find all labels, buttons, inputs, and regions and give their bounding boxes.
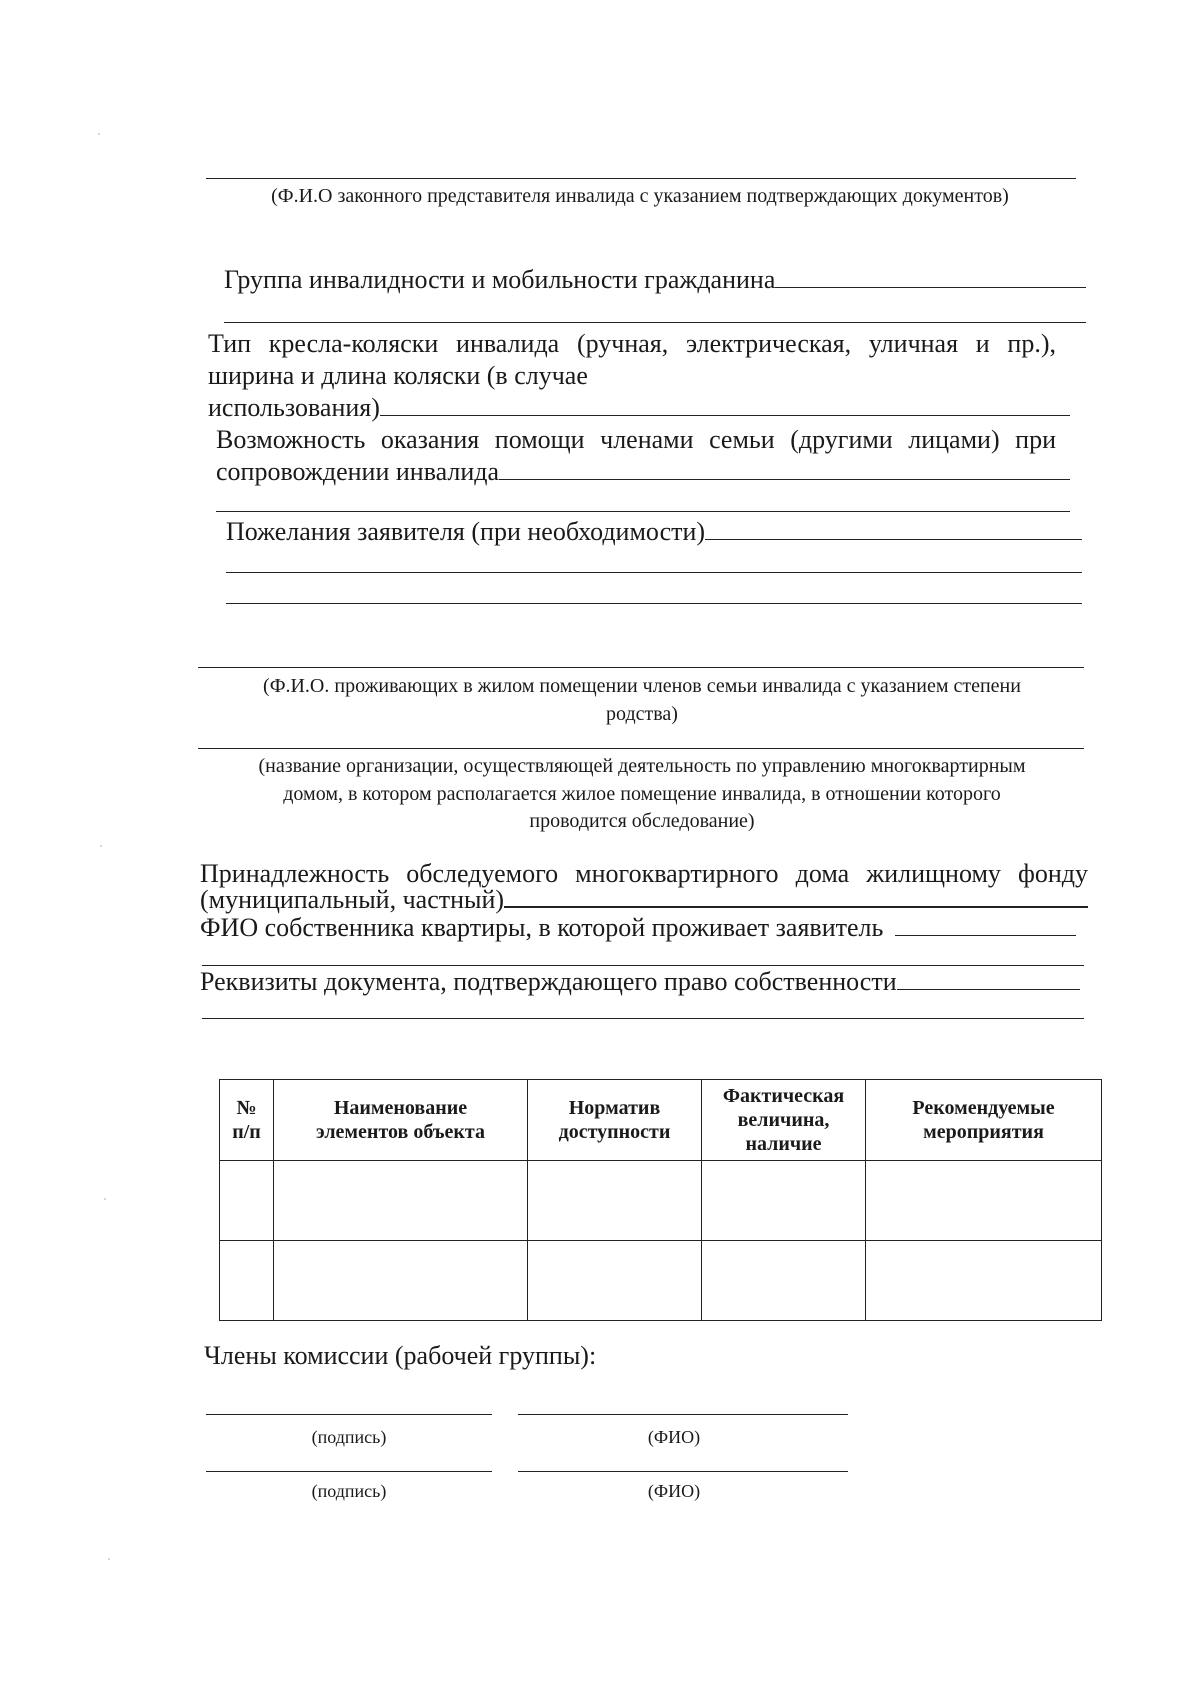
ownership-field[interactable] — [504, 905, 1088, 908]
wishes-label: Пожелания заявителя (при необходимости) — [226, 517, 706, 546]
owner-row — [200, 912, 1076, 944]
wheelchair-line-2: ширина и длина коляски (в случае — [208, 361, 588, 390]
wheelchair-line-3: использования) — [208, 393, 380, 422]
assistance-row-2 — [216, 456, 1070, 488]
header-actual — [702, 1080, 866, 1161]
header-actual-l3: наличие — [745, 1133, 822, 1155]
wishes-line-2[interactable] — [226, 572, 1082, 573]
commission-title: Члены комиссии (рабочей группы): — [204, 1341, 597, 1370]
organization-caption-1: (название организации, осуществляющей деятельность по управлению многоквартирным — [258, 755, 1026, 777]
fio-caption-1: (ФИО) — [647, 1427, 701, 1447]
wheelchair-field[interactable] — [380, 414, 1070, 416]
header-element-l1: Наименование — [333, 1097, 468, 1119]
table-cell[interactable] — [866, 1241, 1102, 1321]
wishes-row — [226, 516, 1082, 548]
disability-group-label: Группа инвалидности и мобильности гражданина — [224, 265, 776, 294]
signature-line-1[interactable] — [206, 1414, 492, 1415]
header-number-l1: № — [236, 1097, 257, 1119]
scan-speck — [100, 845, 102, 847]
organization-line[interactable] — [198, 748, 1084, 749]
table-cell[interactable] — [274, 1161, 528, 1241]
disability-group-row — [224, 264, 1086, 296]
disability-group-field[interactable] — [775, 286, 1086, 288]
table-cell[interactable] — [220, 1241, 274, 1321]
table-cell[interactable] — [866, 1161, 1102, 1241]
ownership-line-2: (муниципальный, частный) — [200, 885, 505, 914]
table-cell[interactable] — [702, 1241, 866, 1321]
survey-table — [219, 1079, 1102, 1321]
signature-caption-1: (подпись) — [311, 1427, 387, 1447]
requisites-label: Реквизиты документа, подтверждающего право собственности — [200, 967, 897, 996]
table-header-row — [220, 1080, 1102, 1161]
assistance-line-3[interactable] — [216, 511, 1070, 512]
header-norm-l2: доступности — [558, 1121, 671, 1143]
wheelchair-line-1: Тип кресла-коляски инвалида (ручная, электрическая, уличная и пр.), — [208, 329, 1056, 358]
family-caption-1: (Ф.И.О. проживающих в жилом помещении членов семьи инвалида с указанием степени — [263, 675, 1021, 697]
header-actual-l2: величина, — [737, 1109, 830, 1131]
fio-caption-2: (ФИО) — [647, 1481, 701, 1501]
table-row — [220, 1241, 1102, 1321]
requisites-field[interactable] — [897, 988, 1080, 990]
scan-speck — [108, 1558, 110, 1560]
assistance-line-1: Возможность оказания помощи членами семьи (другими лицами) при — [216, 425, 1056, 454]
family-line[interactable] — [198, 667, 1084, 668]
requisites-line-2[interactable] — [202, 1018, 1084, 1019]
family-caption-2: родства) — [606, 703, 678, 725]
wishes-line-3[interactable] — [226, 603, 1082, 604]
organization-caption-2: домом, в котором располагается жилое помещение инвалида, в отношении которого — [283, 783, 1001, 805]
owner-field[interactable] — [895, 934, 1076, 936]
header-measures-l2: мероприятия — [923, 1121, 1044, 1143]
owner-label: ФИО собственника квартиры, в которой проживает заявитель — [200, 913, 884, 942]
header-actual-l1: Фактическая — [722, 1085, 845, 1107]
header-element — [274, 1080, 528, 1161]
wheelchair-row-3 — [208, 392, 1070, 424]
header-number — [220, 1080, 274, 1161]
table-cell[interactable] — [702, 1161, 866, 1241]
header-norm — [528, 1080, 702, 1161]
table-cell[interactable] — [220, 1161, 274, 1241]
assistance-field[interactable] — [499, 478, 1070, 480]
signature-line-2[interactable] — [206, 1471, 492, 1472]
representative-caption: (Ф.И.О законного представителя инвалида с указанием подтверждающих документов) — [271, 185, 1009, 207]
table-cell[interactable] — [528, 1161, 702, 1241]
fio-line-2[interactable] — [518, 1471, 848, 1472]
organization-caption-3: проводится обследование) — [529, 810, 755, 832]
header-number-l2: п/п — [232, 1121, 261, 1143]
table-cell[interactable] — [274, 1241, 528, 1321]
header-measures — [866, 1080, 1102, 1161]
fio-line-1[interactable] — [518, 1414, 848, 1415]
assistance-line-2: сопровождении инвалида — [216, 457, 500, 486]
table-cell[interactable] — [528, 1241, 702, 1321]
ownership-line-1: Принадлежность обследуемого многоквартирного дома жилищному фонду — [200, 859, 1088, 888]
disability-group-line-2[interactable] — [224, 322, 1086, 323]
scan-speck — [98, 133, 100, 135]
table-row — [220, 1161, 1102, 1241]
scan-speck — [104, 1198, 106, 1200]
signature-caption-2: (подпись) — [311, 1481, 387, 1501]
header-element-l2: элементов объекта — [316, 1121, 485, 1143]
representative-line[interactable] — [206, 178, 1076, 179]
requisites-row — [200, 966, 1080, 998]
header-measures-l1: Рекомендуемые — [912, 1097, 1055, 1119]
header-norm-l1: Норматив — [568, 1097, 661, 1119]
wishes-field[interactable] — [705, 538, 1082, 540]
